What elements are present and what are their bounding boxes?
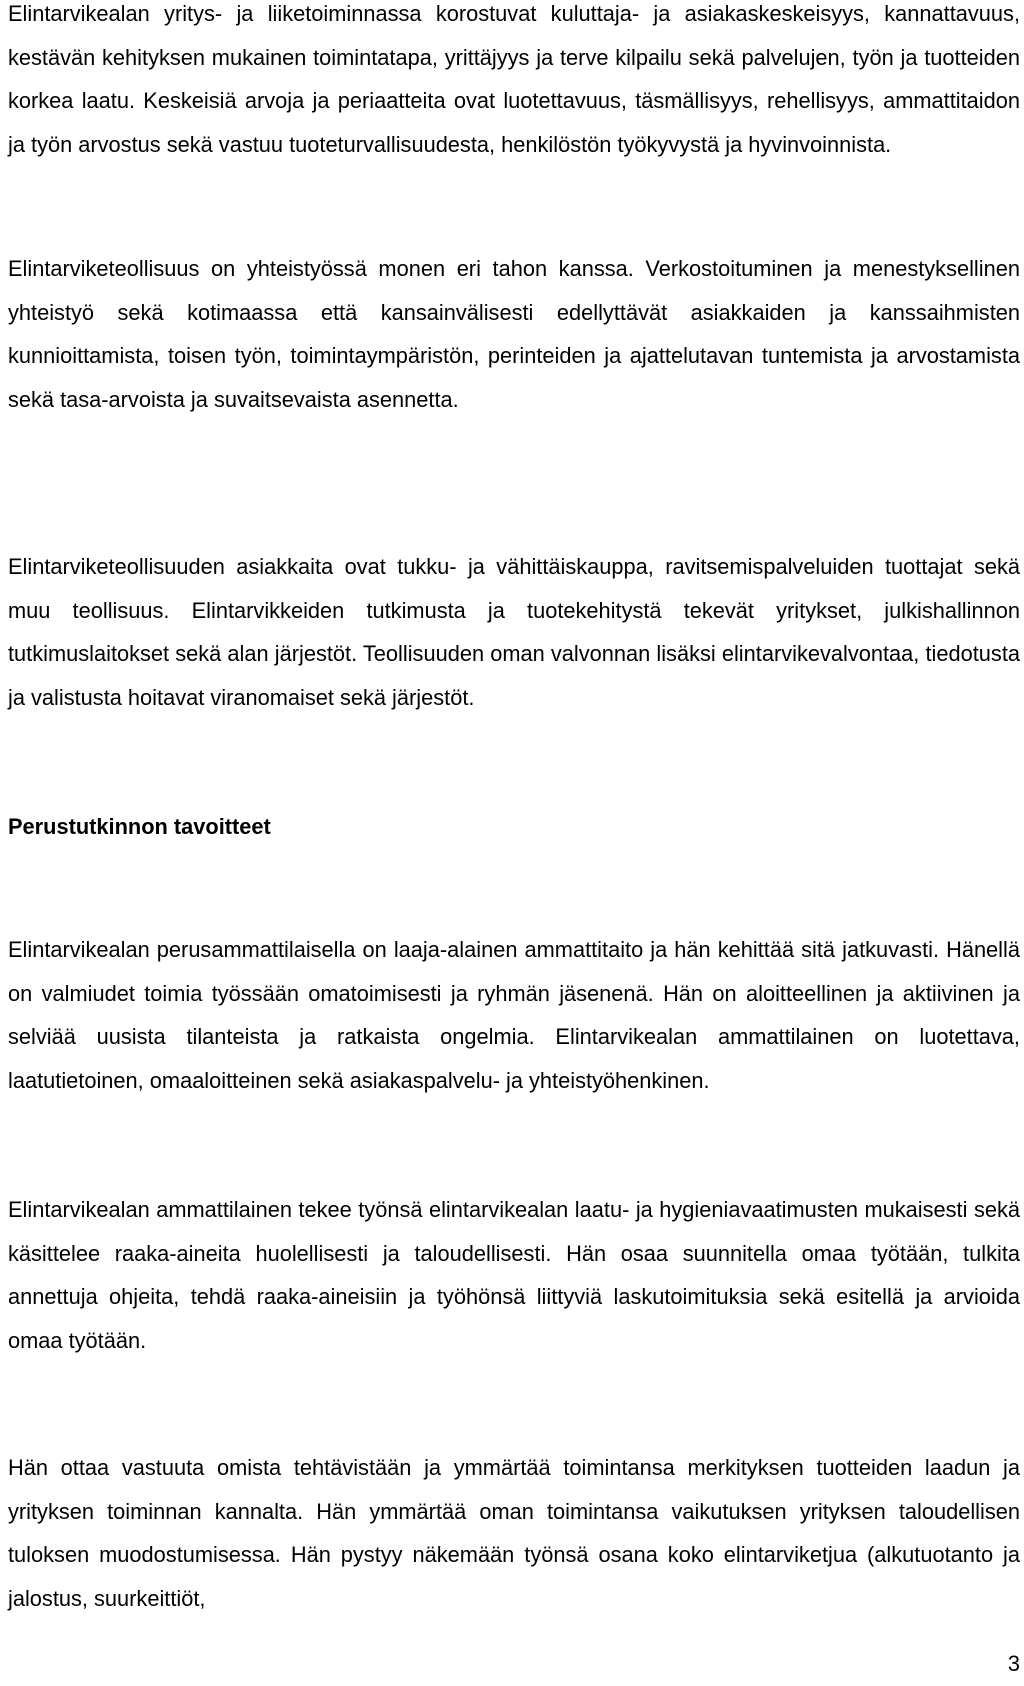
paragraph-quality-hygiene: Elintarvikealan ammattilainen tekee työnsä elintarvikealan laatu- ja hygieniavaatimusten mukaisesti sekä käsittelee raaka-aineita huolellisesti ja taloudellisesti. Hän osaa suunnitella omaa työtään, tulkita annettuja ohjeita, tehdä raaka-aineisiin ja työhönsä liittyviä laskutoimituksia sekä esitellä ja arvioida omaa työtään. — [8, 1197, 1020, 1353]
paragraph-responsibility: Hän ottaa vastuuta omista tehtävistään ja ymmärtää toimintansa merkityksen tuotteiden laadun ja yrityksen toiminnan kannalta. Hän ymmärtää oman toimintansa vaikutuksen yrityksen taloudellisen tuloksen muodostumisessa. Hän pystyy näkemään työnsä osana koko elintarviketjua (alkutuotanto ja jalostus, suurkeittiöt, — [8, 1455, 1020, 1611]
paragraph-business-values: Elintarvikealan yritys- ja liiketoiminnassa korostuvat kuluttaja- ja asiakaskeskeisyys, kannattavuus, kestävän kehityksen mukainen toimintatapa, yrittäjyys ja terve kilpailu sekä palvelujen, työn ja tuotteiden korkea laatu. Keskeisiä arvoja ja periaatteita ovat luotettavuus, täsmällisyys, rehellisyys, ammattitaidon ja työn arvostus sekä vastuu tuoteturvallisuudesta, henkilöstön työkyvystä ja hyvinvoinnista. — [8, 1, 1020, 157]
paragraph-customers: Elintarviketeollisuuden asiakkaita ovat tukku- ja vähittäiskauppa, ravitsemispalveluiden tuottajat sekä muu teollisuus. Elintarvikkeiden tutkimusta ja tuotekehitystä tekevät yritykset, julkishallinnon tutkimuslaitokset sekä alan järjestöt. Teollisuuden oman valvonnan lisäksi elintarvikevalvontaa, tiedotusta ja valistusta hoitavat viranomaiset sekä järjestöt. — [8, 554, 1020, 710]
page-number: 3 — [1007, 1651, 1020, 1676]
paragraph-professional-skills: Elintarvikealan perusammattilaisella on laaja-alainen ammattitaito ja hän kehittää sitä jatkuvasti. Hänellä on valmiudet toimia työssään omatoimisesti ja ryhmän jäsenenä. Hän on aloitteellinen ja aktiivinen ja selviää uusista tilanteista ja ratkaista ongelmia. Elintarvikealan ammattilainen on luotettava, laatutietoinen, omaaloitteinen sekä asiakaspalvelu- ja yhteistyöhenkinen. — [8, 937, 1020, 1093]
section-heading: Perustutkinnon tavoitteet — [8, 814, 271, 839]
document-page — [8, 0, 1020, 1686]
paragraph-cooperation: Elintarviketeollisuus on yhteistyössä monen eri tahon kanssa. Verkostoituminen ja menestyksellinen yhteistyö sekä kotimaassa että kansainvälisesti edellyttävät asiakkaiden ja kanssaihmisten kunnioittamista, toisen työn, toimintaympäristön, perinteiden ja ajattelutavan tuntemista ja arvostamista sekä tasa-arvoista ja suvaitsevaista asennetta. — [8, 256, 1020, 412]
